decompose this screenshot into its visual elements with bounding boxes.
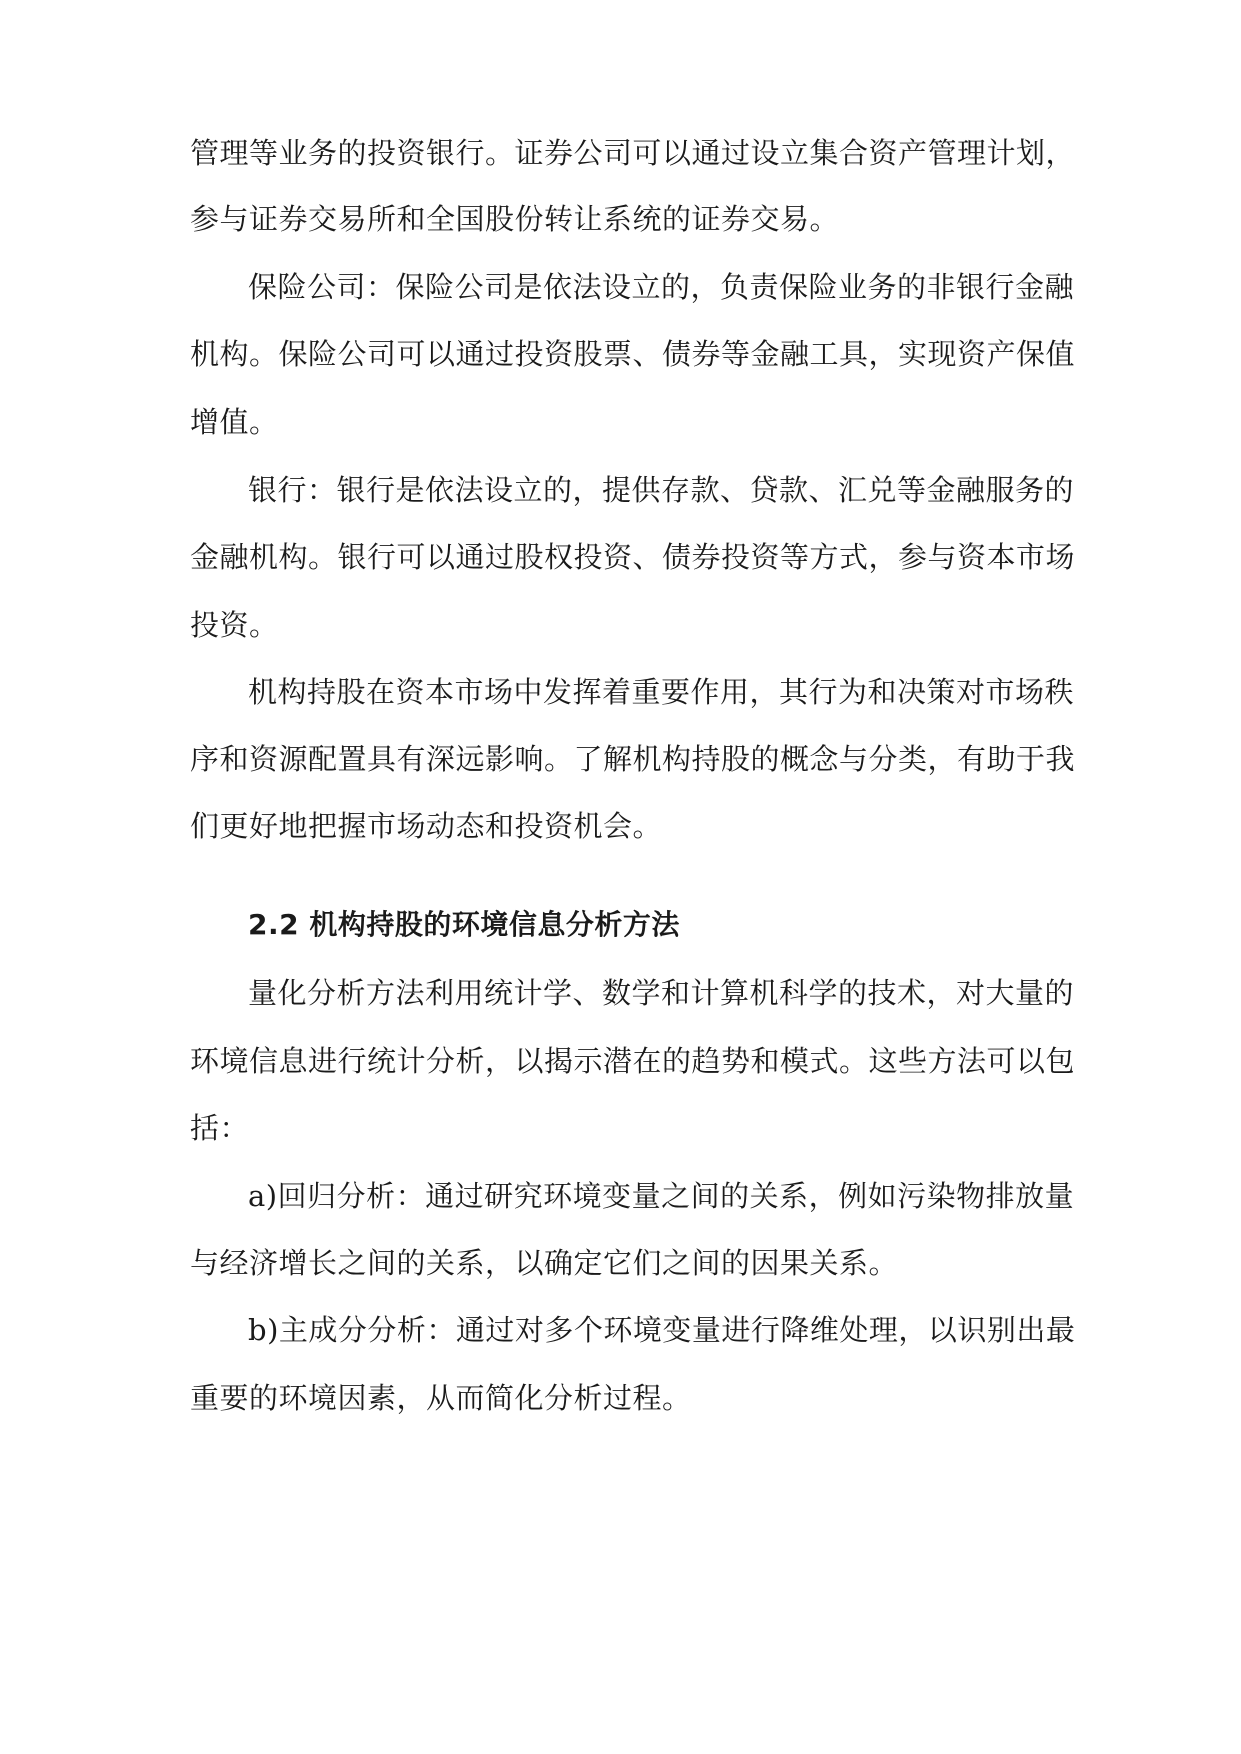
paragraph-line: a)回归分析：通过研究环境变量之间的关系，例如污染物排放量: [248, 1179, 1075, 1213]
paragraph-line: 参与证券交易所和全国股份转让系统的证券交易。: [190, 202, 840, 236]
paragraph-line: 管理等业务的投资银行。证券公司可以通过设立集合资产管理计划，: [190, 136, 1076, 170]
paragraph-line: 金融机构。银行可以通过股权投资、债券投资等方式，参与资本市场: [190, 540, 1076, 574]
paragraph-line: 们更好地把握市场动态和投资机会。: [190, 809, 663, 843]
paragraph-line: 量化分析方法利用统计学、数学和计算机科学的技术，对大量的: [248, 976, 1075, 1010]
paragraph-line: 序和资源配置具有深远影响。了解机构持股的概念与分类，有助于我: [190, 742, 1076, 776]
paragraph-line: 保险公司：保险公司是依法设立的，负责保险业务的非银行金融: [248, 270, 1075, 304]
document-page: [190, 0, 1076, 1754]
paragraph-line: 银行：银行是依法设立的，提供存款、贷款、汇兑等金融服务的: [248, 473, 1075, 507]
paragraph-line: 与经济增长之间的关系，以确定它们之间的因果关系。: [190, 1246, 899, 1280]
paragraph-line: b)主成分分析：通过对多个环境变量进行降维处理，以识别出最: [248, 1313, 1076, 1347]
paragraph-line: 机构持股在资本市场中发挥着重要作用，其行为和决策对市场秩: [248, 675, 1075, 709]
paragraph-line: 重要的环境因素，从而简化分析过程。: [190, 1381, 692, 1415]
section-heading: 2.2 机构持股的环境信息分析方法: [248, 908, 680, 941]
paragraph-line: 投资。: [190, 608, 279, 642]
paragraph-line: 环境信息进行统计分析，以揭示潜在的趋势和模式。这些方法可以包: [190, 1044, 1076, 1078]
paragraph-line: 增值。: [190, 405, 279, 439]
paragraph-line: 机构。保险公司可以通过投资股票、债券等金融工具，实现资产保值: [190, 337, 1076, 371]
paragraph-line: 括：: [190, 1111, 250, 1145]
